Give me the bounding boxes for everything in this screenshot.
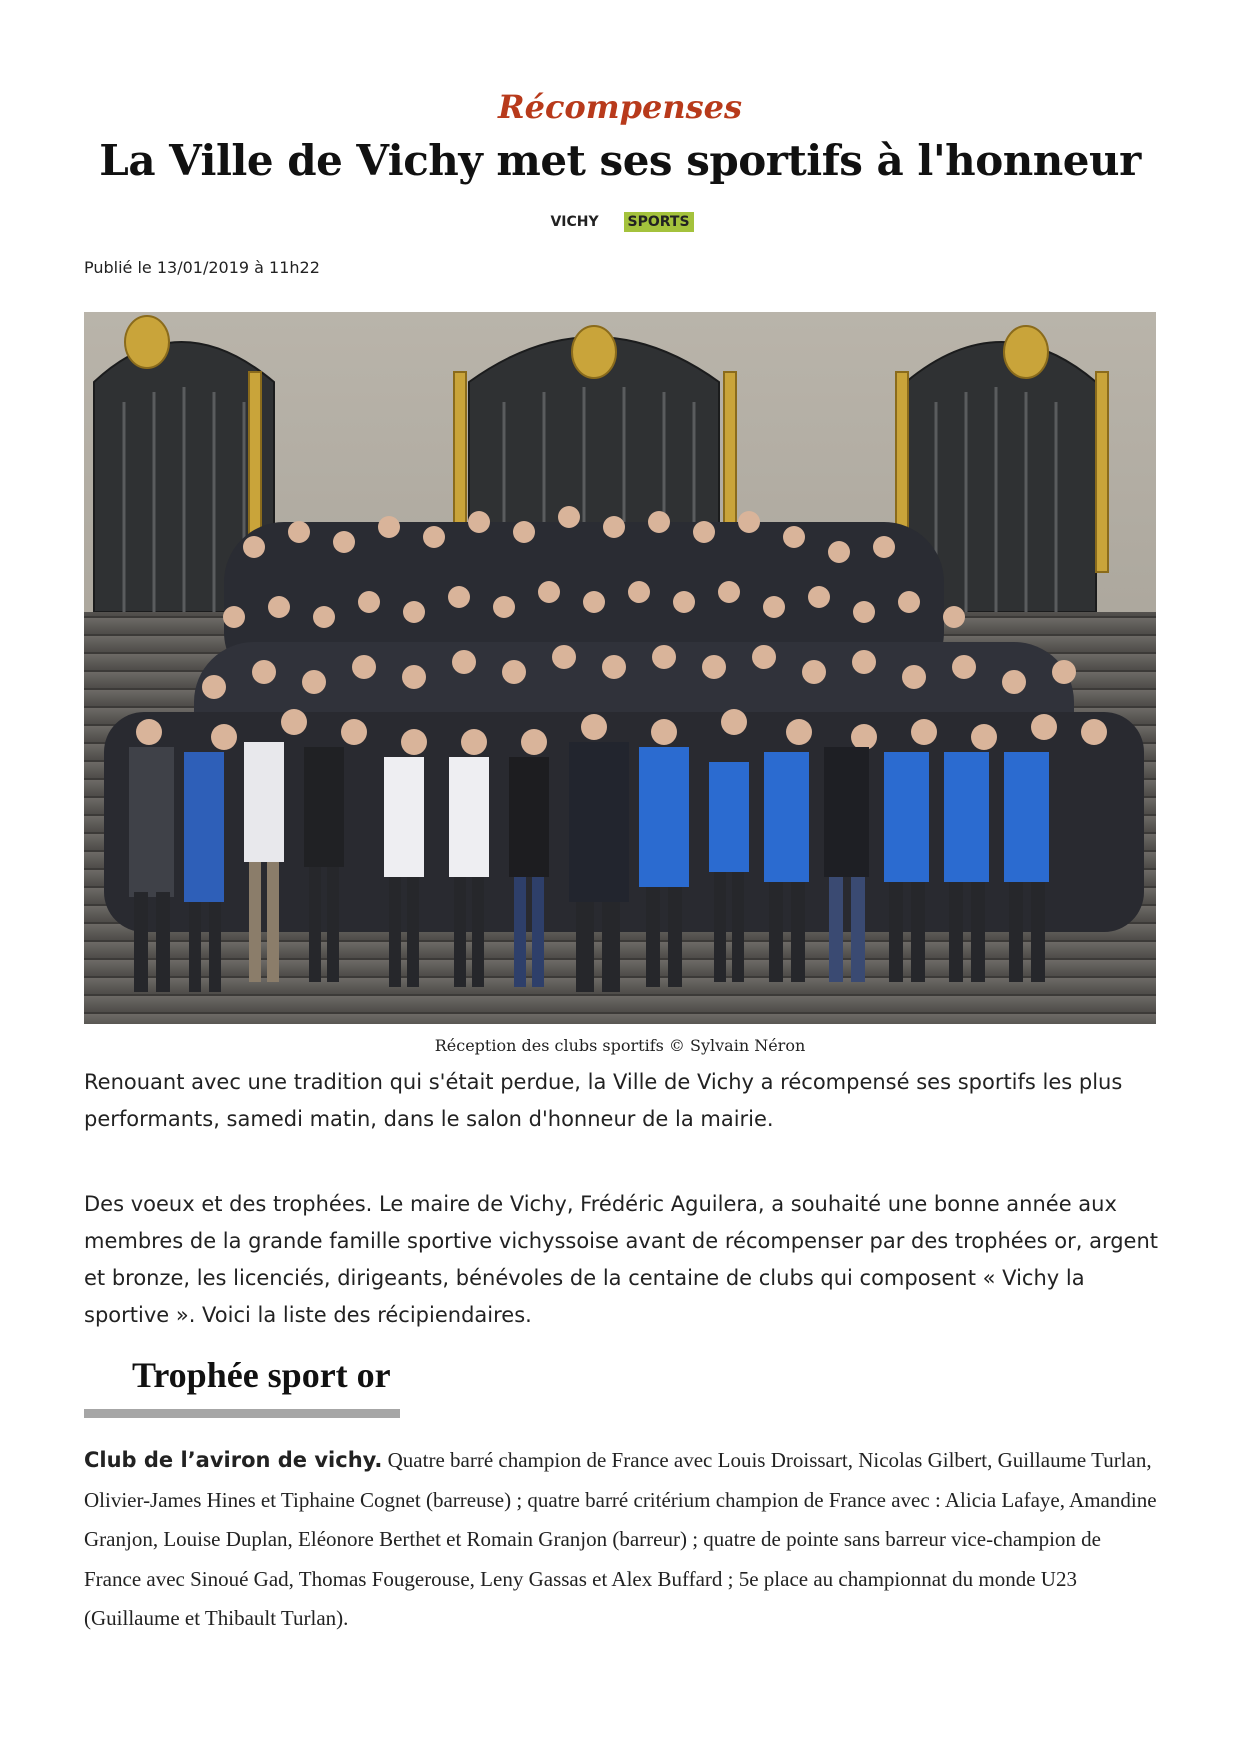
club-results: Quatre barré champion de France avec Louis Droissart, Nicolas Gilbert, Guillaume Turlan, Olivier-James Hines et Tiphaine Cognet (barreuse) ; quatre barré critérium champion de France avec : Alicia Lafaye, Amandine Granjon, Louise Duplan, Eléonore Berthet et Romain Granjon (barreur) ; quatre de pointe sans barreur vice-champion de France avec Sinoué Gad, Thomas Fougerouse, Leny Gassas et Alex Buffard ; 5e place au championnat du monde U23 (Guillaume et Thibault Turlan). xyxy=(84,1448,1157,1630)
body-paragraph: Des voeux et des trophées. Le maire de Vichy, Frédéric Aguilera, a souhaité une bonne année aux membres de la grande famille sportive vichyssoise avant de récompenser par des trophées or, argent et bronze, les licenciés, dirigeants, bénévoles de la centaine de clubs qui composent « Vichy la sportive ». Voici la liste des récipiendaires. xyxy=(84,1192,1159,1327)
tag-vichy[interactable]: VICHY xyxy=(550,214,599,230)
intro-paragraph: Renouant avec une tradition qui s'était perdue, la Ville de Vichy a récompensé ses sportifs les plus performants, samedi matin, dans le salon d'honneur de la mairie. xyxy=(84,1070,1123,1131)
section-divider xyxy=(84,1409,400,1418)
article-title: La Ville de Vichy met ses sportifs à l'honneur xyxy=(99,136,1141,185)
article-kicker: Récompenses xyxy=(497,88,743,126)
group-photo xyxy=(84,312,1156,1024)
photo-caption: Réception des clubs sportifs © Sylvain Néron xyxy=(434,1036,806,1055)
tag-sports[interactable]: SPORTS xyxy=(624,212,694,232)
article-tags xyxy=(0,212,1240,232)
club-paragraph xyxy=(84,1441,1160,1639)
publish-date: Publié le 13/01/2019 à 11h22 xyxy=(84,258,320,277)
section-heading: Trophée sport or xyxy=(132,1355,391,1395)
club-name: Club de l’aviron de vichy. xyxy=(84,1448,383,1472)
